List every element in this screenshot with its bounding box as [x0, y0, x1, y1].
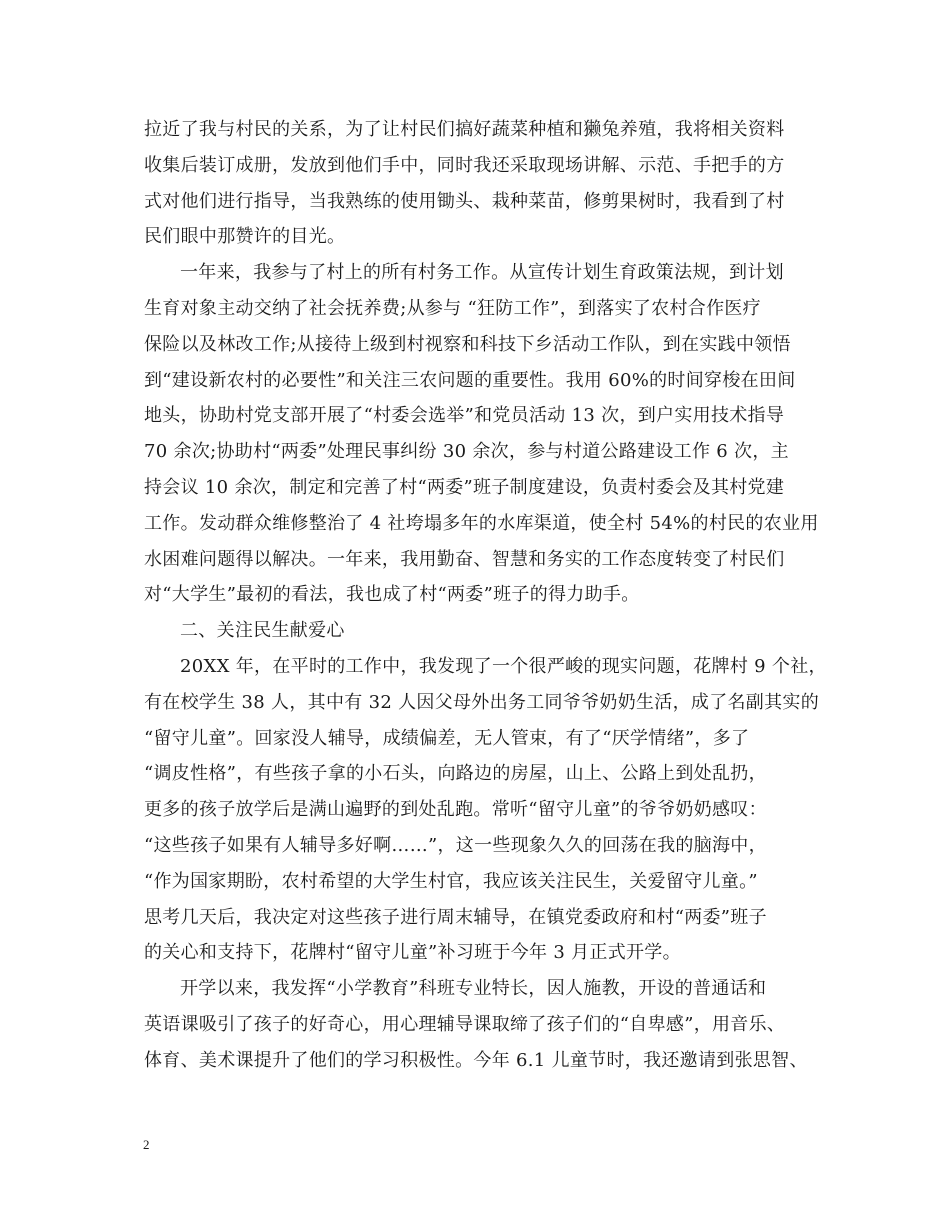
- text-line: 开学以来，我发挥“小学教育”科班专业特长，因人施教，开设的普通话和: [180, 978, 767, 1000]
- text-line: 70 余次;协助村“两委”处理民事纠纷 30 余次，参与村道公路建设工作 6 次，主: [144, 441, 789, 463]
- text-line: 有在校学生 38 人，其中有 32 人因父母外出务工同爷爷奶奶生活，成了名副其实的: [144, 691, 819, 713]
- text-line: 体育、美术课提升了他们的学习积极性。今年 6.1 儿童节时，我还邀请到张思智、: [144, 1049, 808, 1071]
- page-number: 2: [143, 1137, 150, 1152]
- text-line: 到“建设新农村的必要性”和关注三农问题的重要性。我用 60%的时间穿梭在田间: [144, 369, 796, 391]
- text-line: 英语课吸引了孩子的好奇心，用心理辅导课取缔了孩子们的“自卑感”，用音乐、: [144, 1013, 786, 1035]
- text-line: “留守儿童”。回家没人辅导，成绩偏差，无人管束，有了“厌学情绪”，多了: [144, 727, 750, 749]
- text-line: 持会议 10 余次，制定和完善了村“两委”班子制度建设，负责村委会及其村党建: [144, 476, 785, 498]
- text-line: 水困难问题得以解决。一年来，我用勤奋、智慧和务实的工作态度转变了村民们: [144, 548, 785, 570]
- text-line: 保险以及林改工作;从接待上级到村视察和科技下乡活动工作队，到在实践中领悟: [144, 333, 791, 355]
- text-line: 生育对象主动交纳了社会抚养费;从参与 “狂防工作”，到落实了农村合作医疗: [144, 297, 761, 319]
- text-line: 20XX 年，在平时的工作中，我发现了一个很严峻的现实问题，花牌村 9 个社，: [180, 655, 827, 677]
- text-line: 对“大学生”最初的看法，我也成了村“两委”班子的得力助手。: [144, 584, 640, 606]
- text-line: 地头，协助村党支部开展了“村委会选举”和党员活动 13 次，到户实用技术指导: [144, 405, 785, 427]
- text-line: 民们眼中那赞许的目光。: [144, 226, 346, 248]
- text-line: “调皮性格”，有些孩子拿的小石头，向路边的房屋，山上、公路上到处乱扔，: [144, 763, 767, 785]
- text-line: 式对他们进行指导，当我熟练的使用锄头、栽种菜苗，修剪果树时，我看到了村: [144, 190, 785, 212]
- text-line: “这些孩子如果有人辅导多好啊……”，这一些现象久久的回荡在我的脑海中，: [144, 834, 767, 856]
- text-line: 思考几天后，我决定对这些孩子进行周末辅导，在镇党委政府和村“两委”班子: [144, 906, 767, 928]
- text-line: 的关心和支持下，花牌村“留守儿童”补习班于今年 3 月正式开学。: [144, 942, 681, 964]
- document-body: [144, 112, 827, 1079]
- text-line: 拉近了我与村民的关系，为了让村民们搞好蔬菜种植和獭兔养殖，我将相关资料: [144, 119, 785, 140]
- text-line: 工作。发动群众维修整治了 4 社垮塌多年的水库渠道，使全村 54%的村民的农业用: [144, 512, 819, 534]
- text-line: 一年来，我参与了村上的所有村务工作。从宣传计划生育政策法规，到计划: [180, 262, 784, 284]
- text-line: 收集后装订成册，发放到他们手中，同时我还采取现场讲解、示范、手把手的方: [144, 154, 785, 176]
- text-line: 二、关注民生献爱心: [180, 620, 345, 642]
- text-line: “作为国家期盼，农村希望的大学生村官，我应该关注民生，关爱留守儿童。”: [144, 870, 758, 892]
- text-line: 更多的孩子放学后是满山遍野的到处乱跑。常听“留守儿童”的爷爷奶奶感叹：: [144, 799, 767, 821]
